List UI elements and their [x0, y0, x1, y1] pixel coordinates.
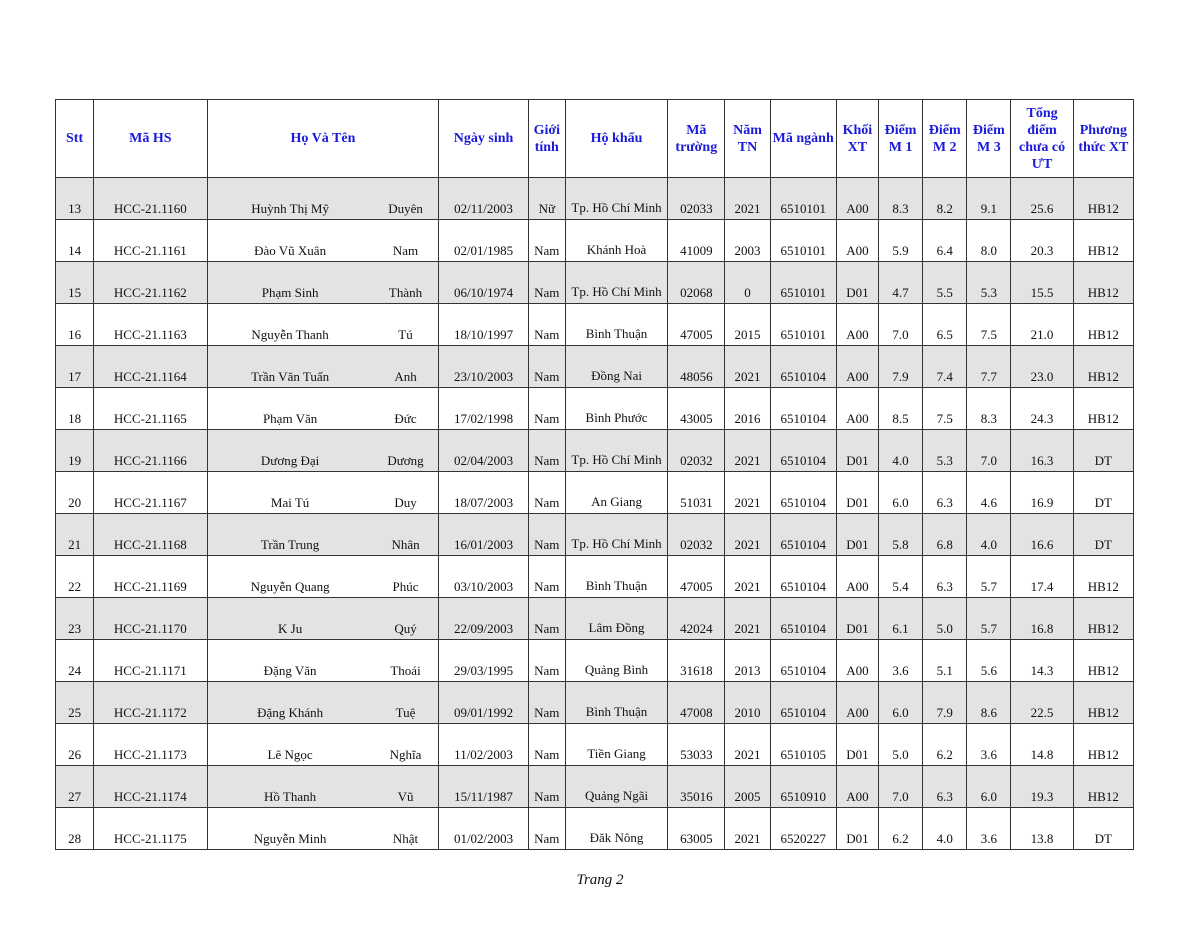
cell-diem-m1: 7.9 [878, 346, 922, 388]
cell-tong-diem: 17.4 [1011, 556, 1073, 598]
cell-tong-diem: 15.5 [1011, 262, 1073, 304]
cell-diem-m1: 5.0 [878, 724, 922, 766]
cell-khoi-xt: A00 [836, 178, 878, 220]
cell-ho: Nguyễn Minh [207, 808, 373, 850]
cell-diem-m3: 3.6 [967, 724, 1011, 766]
cell-nam-tn: 2013 [725, 640, 770, 682]
cell-diem-m2: 7.9 [923, 682, 967, 724]
cell-gioi-tinh: Nam [528, 388, 565, 430]
cell-khoi-xt: A00 [836, 304, 878, 346]
cell-phuong-thuc: HB12 [1073, 304, 1133, 346]
cell-ho: Phạm Văn [207, 388, 373, 430]
cell-phuong-thuc: HB12 [1073, 556, 1133, 598]
cell-nam-tn: 0 [725, 262, 770, 304]
cell-ten: Nhật [373, 808, 439, 850]
cell-phuong-thuc: HB12 [1073, 640, 1133, 682]
table-row [56, 640, 1134, 682]
cell-diem-m3: 8.6 [967, 682, 1011, 724]
cell-khoi-xt: D01 [836, 472, 878, 514]
cell-ma-hs: HCC-21.1175 [94, 808, 207, 850]
cell-ho-khau: An Giang [565, 472, 667, 514]
cell-ho-khau: Tp. Hồ Chí Minh [565, 430, 667, 472]
header-ngay-sinh: Ngày sinh [439, 100, 528, 178]
cell-diem-m1: 7.0 [878, 766, 922, 808]
cell-phuong-thuc: DT [1073, 430, 1133, 472]
cell-ma-hs: HCC-21.1164 [94, 346, 207, 388]
cell-gioi-tinh: Nam [528, 346, 565, 388]
cell-gioi-tinh: Nam [528, 220, 565, 262]
cell-stt: 22 [56, 556, 94, 598]
cell-tong-diem: 16.8 [1011, 598, 1073, 640]
cell-ten: Dương [373, 430, 439, 472]
cell-ma-hs: HCC-21.1161 [94, 220, 207, 262]
cell-phuong-thuc: HB12 [1073, 682, 1133, 724]
cell-diem-m1: 6.1 [878, 598, 922, 640]
cell-khoi-xt: D01 [836, 262, 878, 304]
cell-diem-m2: 5.0 [923, 598, 967, 640]
cell-phuong-thuc: DT [1073, 472, 1133, 514]
cell-ma-truong: 53033 [668, 724, 725, 766]
cell-nam-tn: 2005 [725, 766, 770, 808]
cell-ten: Nam [373, 220, 439, 262]
cell-stt: 21 [56, 514, 94, 556]
cell-phuong-thuc: HB12 [1073, 220, 1133, 262]
cell-ngay-sinh: 17/02/1998 [439, 388, 528, 430]
cell-ma-nganh: 6510105 [770, 724, 836, 766]
cell-ma-nganh: 6510104 [770, 430, 836, 472]
cell-gioi-tinh: Nữ [528, 178, 565, 220]
cell-ho-khau: Bình Thuận [565, 304, 667, 346]
cell-diem-m1: 8.5 [878, 388, 922, 430]
cell-nam-tn: 2021 [725, 346, 770, 388]
cell-ma-nganh: 6520227 [770, 808, 836, 850]
table-header-row [56, 100, 1134, 178]
cell-ho: Trần Văn Tuấn [207, 346, 373, 388]
table-row [56, 514, 1134, 556]
cell-stt: 17 [56, 346, 94, 388]
cell-gioi-tinh: Nam [528, 598, 565, 640]
header-khoi-xt: Khối XT [836, 100, 878, 178]
cell-ngay-sinh: 11/02/2003 [439, 724, 528, 766]
cell-stt: 28 [56, 808, 94, 850]
cell-ho: Nguyễn Thanh [207, 304, 373, 346]
cell-stt: 13 [56, 178, 94, 220]
cell-ma-truong: 02068 [668, 262, 725, 304]
cell-ma-nganh: 6510104 [770, 682, 836, 724]
cell-gioi-tinh: Nam [528, 472, 565, 514]
cell-khoi-xt: A00 [836, 388, 878, 430]
table-row [56, 598, 1134, 640]
cell-ho: Phạm Sinh [207, 262, 373, 304]
cell-nam-tn: 2021 [725, 598, 770, 640]
cell-ten: Thoái [373, 640, 439, 682]
cell-stt: 27 [56, 766, 94, 808]
cell-ten: Tuệ [373, 682, 439, 724]
cell-ma-truong: 43005 [668, 388, 725, 430]
page-number: Trang 2 [576, 872, 624, 888]
cell-diem-m2: 6.8 [923, 514, 967, 556]
cell-diem-m3: 6.0 [967, 766, 1011, 808]
cell-ngay-sinh: 22/09/2003 [439, 598, 528, 640]
cell-gioi-tinh: Nam [528, 262, 565, 304]
cell-stt: 16 [56, 304, 94, 346]
cell-ten: Nghĩa [373, 724, 439, 766]
cell-ma-nganh: 6510101 [770, 220, 836, 262]
table-row [56, 766, 1134, 808]
table-row [56, 472, 1134, 514]
cell-diem-m3: 7.0 [967, 430, 1011, 472]
cell-diem-m3: 5.7 [967, 556, 1011, 598]
cell-ma-hs: HCC-21.1160 [94, 178, 207, 220]
cell-ngay-sinh: 23/10/2003 [439, 346, 528, 388]
cell-ten: Anh [373, 346, 439, 388]
cell-diem-m2: 6.5 [923, 304, 967, 346]
cell-gioi-tinh: Nam [528, 304, 565, 346]
cell-ma-nganh: 6510910 [770, 766, 836, 808]
cell-ma-hs: HCC-21.1168 [94, 514, 207, 556]
cell-diem-m3: 5.6 [967, 640, 1011, 682]
cell-stt: 19 [56, 430, 94, 472]
cell-diem-m2: 6.3 [923, 766, 967, 808]
header-ho-ten: Họ Và Tên [207, 100, 439, 178]
cell-tong-diem: 16.6 [1011, 514, 1073, 556]
cell-diem-m2: 7.5 [923, 388, 967, 430]
table-row [56, 556, 1134, 598]
cell-ho: Mai Tú [207, 472, 373, 514]
cell-tong-diem: 19.3 [1011, 766, 1073, 808]
cell-ma-truong: 02032 [668, 514, 725, 556]
cell-ten: Duyên [373, 178, 439, 220]
cell-gioi-tinh: Nam [528, 430, 565, 472]
cell-diem-m3: 4.0 [967, 514, 1011, 556]
cell-ho: Lê Ngọc [207, 724, 373, 766]
cell-ngay-sinh: 15/11/1987 [439, 766, 528, 808]
cell-diem-m1: 5.4 [878, 556, 922, 598]
cell-stt: 18 [56, 388, 94, 430]
cell-diem-m3: 5.3 [967, 262, 1011, 304]
cell-diem-m1: 6.0 [878, 472, 922, 514]
cell-diem-m2: 6.4 [923, 220, 967, 262]
header-tong-diem: Tổng điểm chưa có ƯT [1011, 100, 1073, 178]
cell-ho-khau: Tp. Hồ Chí Minh [565, 514, 667, 556]
cell-ma-nganh: 6510101 [770, 262, 836, 304]
cell-nam-tn: 2021 [725, 808, 770, 850]
cell-diem-m3: 4.6 [967, 472, 1011, 514]
cell-diem-m1: 5.9 [878, 220, 922, 262]
cell-tong-diem: 21.0 [1011, 304, 1073, 346]
cell-phuong-thuc: HB12 [1073, 724, 1133, 766]
cell-diem-m3: 5.7 [967, 598, 1011, 640]
cell-diem-m1: 4.7 [878, 262, 922, 304]
cell-ma-nganh: 6510104 [770, 472, 836, 514]
cell-ma-nganh: 6510101 [770, 304, 836, 346]
cell-nam-tn: 2021 [725, 514, 770, 556]
cell-ngay-sinh: 01/02/2003 [439, 808, 528, 850]
cell-ngay-sinh: 02/11/2003 [439, 178, 528, 220]
cell-ma-hs: HCC-21.1167 [94, 472, 207, 514]
cell-ma-nganh: 6510104 [770, 514, 836, 556]
cell-diem-m2: 4.0 [923, 808, 967, 850]
cell-nam-tn: 2016 [725, 388, 770, 430]
cell-ma-hs: HCC-21.1162 [94, 262, 207, 304]
cell-khoi-xt: A00 [836, 556, 878, 598]
cell-ma-truong: 35016 [668, 766, 725, 808]
cell-ma-truong: 63005 [668, 808, 725, 850]
cell-tong-diem: 20.3 [1011, 220, 1073, 262]
table-row [56, 430, 1134, 472]
cell-ma-hs: HCC-21.1170 [94, 598, 207, 640]
cell-diem-m2: 5.3 [923, 430, 967, 472]
cell-ma-hs: HCC-21.1169 [94, 556, 207, 598]
cell-ho-khau: Đăk Nông [565, 808, 667, 850]
cell-tong-diem: 16.9 [1011, 472, 1073, 514]
cell-phuong-thuc: HB12 [1073, 598, 1133, 640]
cell-ten: Thành [373, 262, 439, 304]
cell-diem-m2: 5.1 [923, 640, 967, 682]
cell-ho-khau: Tp. Hồ Chí Minh [565, 178, 667, 220]
cell-diem-m1: 5.8 [878, 514, 922, 556]
cell-ho: K Ju [207, 598, 373, 640]
cell-ma-truong: 51031 [668, 472, 725, 514]
cell-ma-hs: HCC-21.1166 [94, 430, 207, 472]
cell-nam-tn: 2015 [725, 304, 770, 346]
cell-nam-tn: 2010 [725, 682, 770, 724]
table-row [56, 304, 1134, 346]
cell-khoi-xt: D01 [836, 808, 878, 850]
cell-tong-diem: 13.8 [1011, 808, 1073, 850]
cell-ma-truong: 47005 [668, 556, 725, 598]
cell-ma-truong: 02033 [668, 178, 725, 220]
cell-ho: Nguyễn Quang [207, 556, 373, 598]
cell-ma-truong: 42024 [668, 598, 725, 640]
cell-gioi-tinh: Nam [528, 640, 565, 682]
table-row [56, 682, 1134, 724]
cell-nam-tn: 2021 [725, 178, 770, 220]
cell-ngay-sinh: 18/10/1997 [439, 304, 528, 346]
student-list-table [55, 99, 1134, 850]
header-ho-khau: Hộ khẩu [565, 100, 667, 178]
cell-diem-m1: 6.0 [878, 682, 922, 724]
cell-nam-tn: 2021 [725, 472, 770, 514]
cell-ma-nganh: 6510101 [770, 178, 836, 220]
cell-ho-khau: Quảng Ngãi [565, 766, 667, 808]
table-row [56, 220, 1134, 262]
table-row [56, 346, 1134, 388]
cell-nam-tn: 2021 [725, 724, 770, 766]
cell-ho-khau: Đồng Nai [565, 346, 667, 388]
cell-nam-tn: 2003 [725, 220, 770, 262]
cell-phuong-thuc: HB12 [1073, 178, 1133, 220]
cell-diem-m2: 7.4 [923, 346, 967, 388]
header-ma-hs: Mã HS [94, 100, 207, 178]
cell-ma-nganh: 6510104 [770, 556, 836, 598]
cell-phuong-thuc: HB12 [1073, 262, 1133, 304]
cell-gioi-tinh: Nam [528, 766, 565, 808]
cell-khoi-xt: A00 [836, 682, 878, 724]
cell-ho: Đặng Khánh [207, 682, 373, 724]
cell-diem-m3: 9.1 [967, 178, 1011, 220]
cell-ma-hs: HCC-21.1173 [94, 724, 207, 766]
cell-ma-truong: 48056 [668, 346, 725, 388]
cell-gioi-tinh: Nam [528, 682, 565, 724]
cell-tong-diem: 14.8 [1011, 724, 1073, 766]
cell-ho: Trần Trung [207, 514, 373, 556]
table-row [56, 262, 1134, 304]
cell-diem-m3: 8.3 [967, 388, 1011, 430]
cell-ngay-sinh: 06/10/1974 [439, 262, 528, 304]
cell-diem-m2: 6.3 [923, 556, 967, 598]
cell-ma-nganh: 6510104 [770, 598, 836, 640]
cell-ma-hs: HCC-21.1163 [94, 304, 207, 346]
cell-ngay-sinh: 29/03/1995 [439, 640, 528, 682]
cell-ten: Duy [373, 472, 439, 514]
cell-ma-truong: 47008 [668, 682, 725, 724]
cell-gioi-tinh: Nam [528, 808, 565, 850]
cell-ho-khau: Quảng Bình [565, 640, 667, 682]
cell-tong-diem: 25.6 [1011, 178, 1073, 220]
cell-diem-m2: 6.2 [923, 724, 967, 766]
cell-phuong-thuc: HB12 [1073, 346, 1133, 388]
header-diem-m1: Điểm M 1 [878, 100, 922, 178]
cell-khoi-xt: A00 [836, 220, 878, 262]
cell-ngay-sinh: 02/04/2003 [439, 430, 528, 472]
table-row [56, 724, 1134, 766]
header-gioi-tinh: Giới tính [528, 100, 565, 178]
cell-ma-hs: HCC-21.1174 [94, 766, 207, 808]
cell-khoi-xt: D01 [836, 724, 878, 766]
cell-ma-truong: 41009 [668, 220, 725, 262]
cell-khoi-xt: D01 [836, 430, 878, 472]
cell-tong-diem: 14.3 [1011, 640, 1073, 682]
cell-ho-khau: Tp. Hồ Chí Minh [565, 262, 667, 304]
cell-ten: Tú [373, 304, 439, 346]
cell-ma-hs: HCC-21.1171 [94, 640, 207, 682]
cell-ngay-sinh: 16/01/2003 [439, 514, 528, 556]
cell-diem-m1: 7.0 [878, 304, 922, 346]
cell-diem-m2: 6.3 [923, 472, 967, 514]
cell-ho-khau: Bình Phước [565, 388, 667, 430]
cell-ho-khau: Tiền Giang [565, 724, 667, 766]
cell-phuong-thuc: HB12 [1073, 766, 1133, 808]
header-ma-nganh: Mã ngành [770, 100, 836, 178]
cell-khoi-xt: A00 [836, 640, 878, 682]
cell-ma-hs: HCC-21.1172 [94, 682, 207, 724]
cell-khoi-xt: A00 [836, 346, 878, 388]
header-diem-m2: Điểm M 2 [923, 100, 967, 178]
cell-ten: Đức [373, 388, 439, 430]
cell-stt: 20 [56, 472, 94, 514]
header-phuong-thuc: Phương thức XT [1073, 100, 1133, 178]
cell-stt: 26 [56, 724, 94, 766]
cell-ho: Dương Đại [207, 430, 373, 472]
cell-diem-m3: 8.0 [967, 220, 1011, 262]
cell-ho-khau: Bình Thuận [565, 556, 667, 598]
cell-phuong-thuc: HB12 [1073, 388, 1133, 430]
cell-diem-m3: 7.5 [967, 304, 1011, 346]
table-row [56, 178, 1134, 220]
cell-diem-m2: 5.5 [923, 262, 967, 304]
cell-khoi-xt: D01 [836, 598, 878, 640]
cell-phuong-thuc: DT [1073, 514, 1133, 556]
table-row [56, 808, 1134, 850]
cell-ngay-sinh: 09/01/1992 [439, 682, 528, 724]
cell-tong-diem: 22.5 [1011, 682, 1073, 724]
cell-gioi-tinh: Nam [528, 514, 565, 556]
cell-ma-truong: 47005 [668, 304, 725, 346]
cell-ngay-sinh: 03/10/2003 [439, 556, 528, 598]
cell-diem-m3: 3.6 [967, 808, 1011, 850]
cell-ma-truong: 02032 [668, 430, 725, 472]
cell-stt: 24 [56, 640, 94, 682]
cell-diem-m1: 8.3 [878, 178, 922, 220]
cell-khoi-xt: A00 [836, 766, 878, 808]
cell-ten: Quý [373, 598, 439, 640]
cell-ten: Vũ [373, 766, 439, 808]
cell-diem-m3: 7.7 [967, 346, 1011, 388]
header-stt: Stt [56, 100, 94, 178]
cell-tong-diem: 16.3 [1011, 430, 1073, 472]
cell-ma-hs: HCC-21.1165 [94, 388, 207, 430]
cell-gioi-tinh: Nam [528, 724, 565, 766]
cell-tong-diem: 23.0 [1011, 346, 1073, 388]
cell-nam-tn: 2021 [725, 556, 770, 598]
cell-ho: Đào Vũ Xuân [207, 220, 373, 262]
header-diem-m3: Điểm M 3 [967, 100, 1011, 178]
cell-nam-tn: 2021 [725, 430, 770, 472]
cell-diem-m2: 8.2 [923, 178, 967, 220]
cell-diem-m1: 6.2 [878, 808, 922, 850]
cell-ngay-sinh: 18/07/2003 [439, 472, 528, 514]
cell-tong-diem: 24.3 [1011, 388, 1073, 430]
cell-ngay-sinh: 02/01/1985 [439, 220, 528, 262]
cell-ho-khau: Lâm Đồng [565, 598, 667, 640]
cell-stt: 25 [56, 682, 94, 724]
cell-gioi-tinh: Nam [528, 556, 565, 598]
cell-diem-m1: 3.6 [878, 640, 922, 682]
cell-ho-khau: Bình Thuận [565, 682, 667, 724]
cell-ho: Đặng Văn [207, 640, 373, 682]
header-nam-tn: Năm TN [725, 100, 770, 178]
cell-ma-truong: 31618 [668, 640, 725, 682]
cell-ma-nganh: 6510104 [770, 346, 836, 388]
table-row [56, 388, 1134, 430]
cell-khoi-xt: D01 [836, 514, 878, 556]
cell-ma-nganh: 6510104 [770, 640, 836, 682]
cell-ten: Nhân [373, 514, 439, 556]
cell-ho-khau: Khánh Hoà [565, 220, 667, 262]
cell-ho: Hồ Thanh [207, 766, 373, 808]
header-ma-truong: Mã trường [668, 100, 725, 178]
cell-stt: 14 [56, 220, 94, 262]
cell-ho: Huỳnh Thị Mỹ [207, 178, 373, 220]
cell-phuong-thuc: DT [1073, 808, 1133, 850]
cell-ma-nganh: 6510104 [770, 388, 836, 430]
cell-stt: 23 [56, 598, 94, 640]
cell-diem-m1: 4.0 [878, 430, 922, 472]
cell-stt: 15 [56, 262, 94, 304]
cell-ten: Phúc [373, 556, 439, 598]
